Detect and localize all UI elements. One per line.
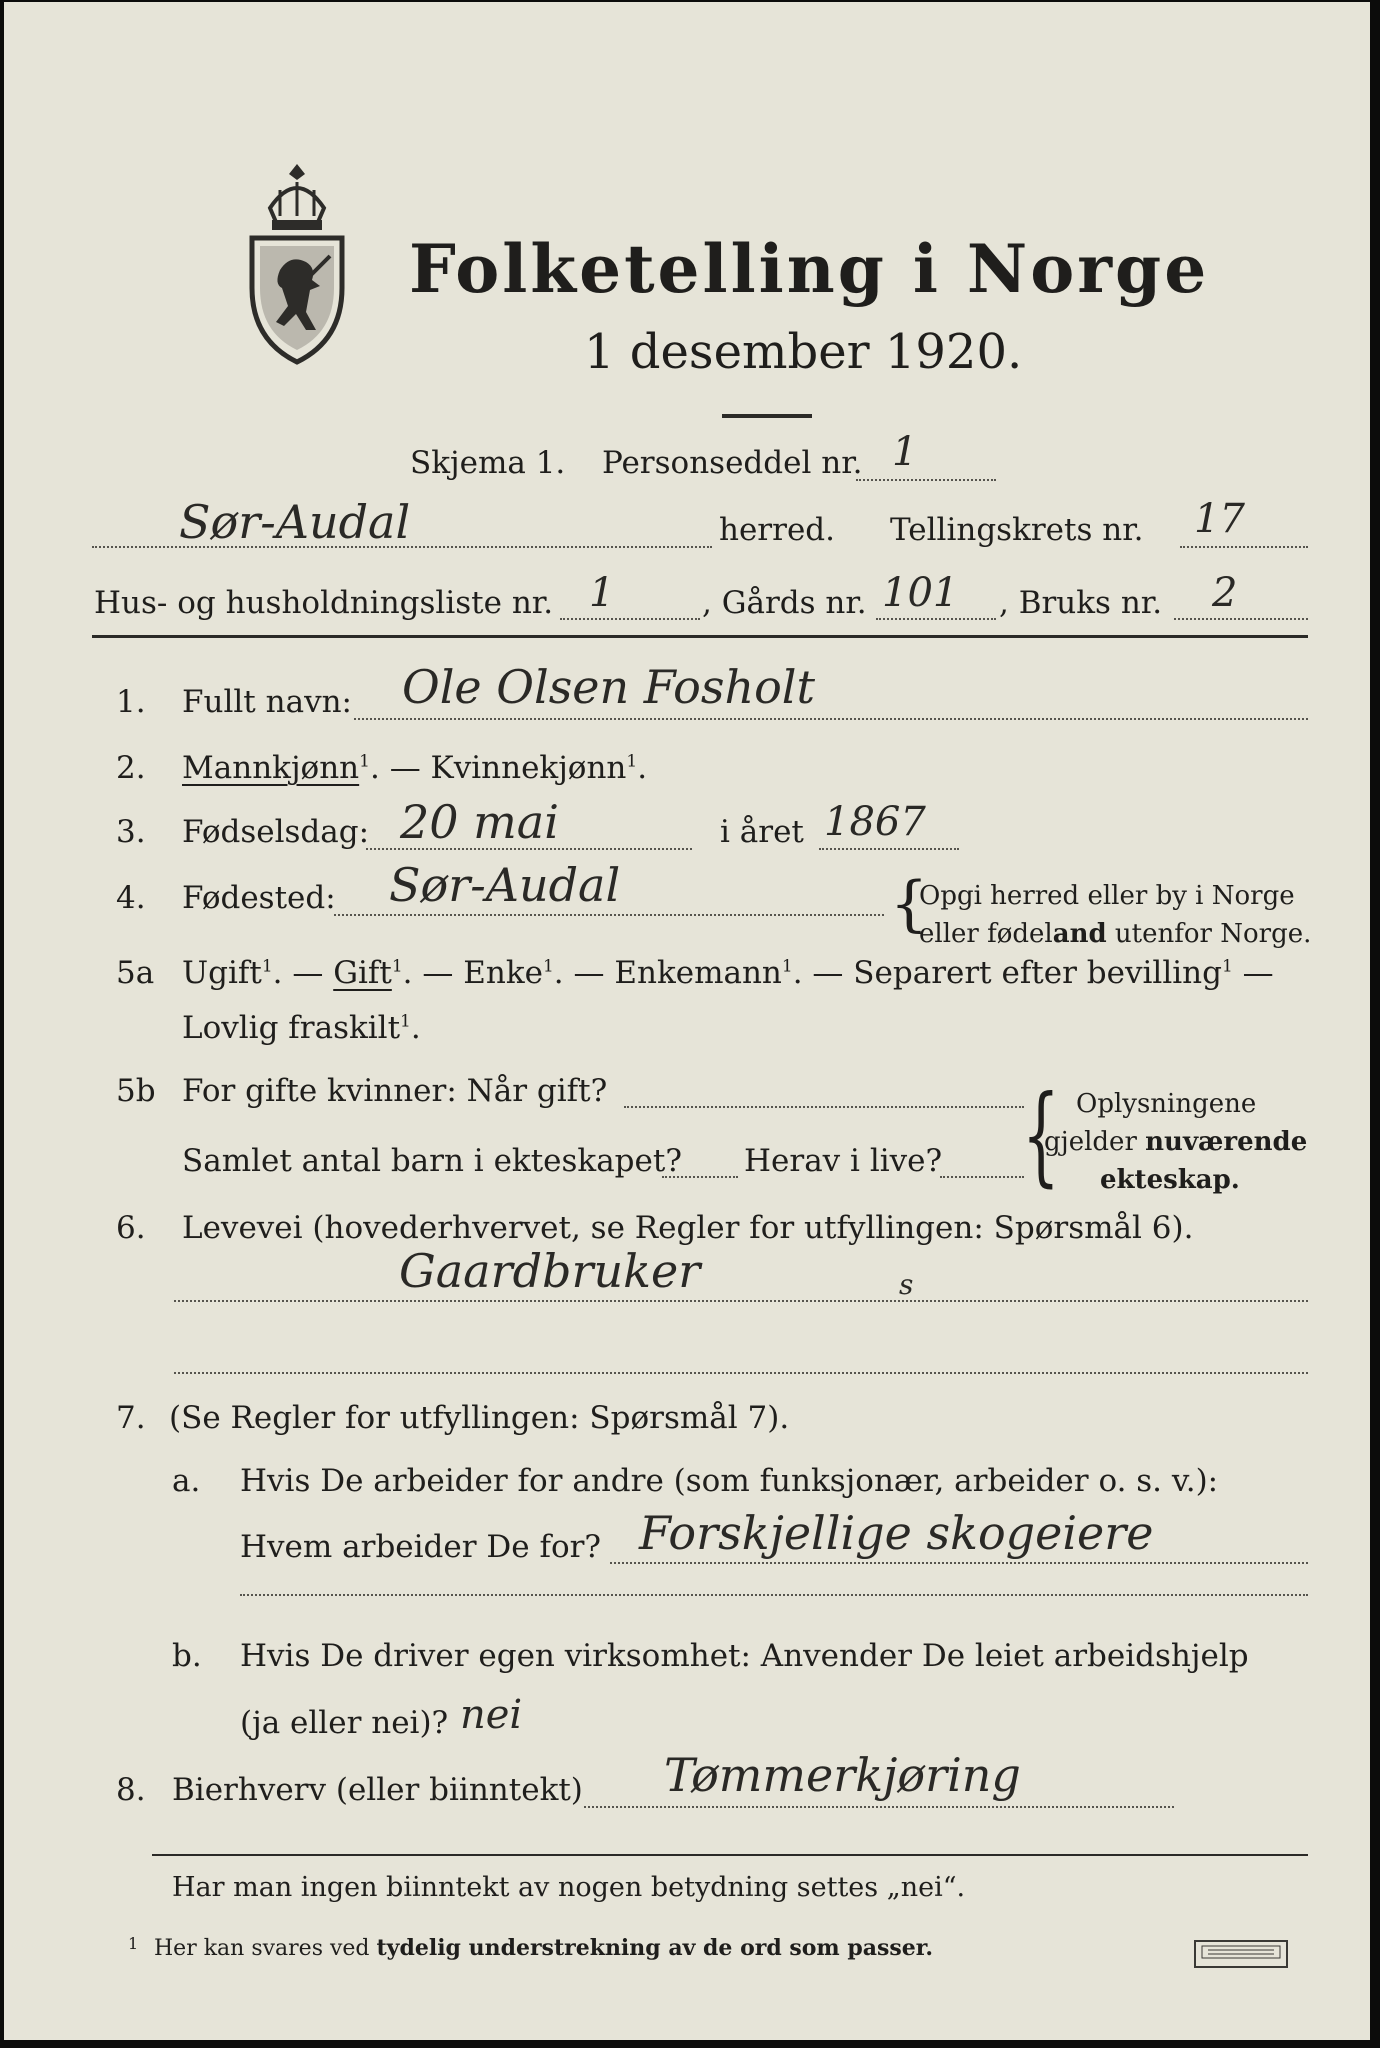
employer-value[interactable]: Forskjellige skogeiere — [639, 1506, 1154, 1560]
personseddel-value[interactable]: 1 — [892, 429, 918, 475]
q7b-line1: Hvis De driver egen virksomhet: Anvender De leiet arbeidshjelp — [240, 1638, 1249, 1674]
q5b-number: 5b — [116, 1073, 156, 1109]
q4-note-line1: Opgi herred eller by i Norge — [919, 881, 1295, 911]
herred-value[interactable]: Sør-Audal — [179, 495, 411, 549]
census-form-page — [4, 2, 1370, 2040]
lovlig-fraskilt-option[interactable]: Lovlig fraskilt$^1$. — [182, 1010, 421, 1046]
bruks-label: , Bruks nr. — [999, 585, 1163, 621]
q1-label: Fullt navn: — [182, 684, 352, 720]
separert-option[interactable]: Separert efter bevilling — [853, 955, 1222, 991]
hus-value[interactable]: 1 — [589, 570, 615, 616]
q7b-line2: (ja eller nei)? — [240, 1705, 449, 1741]
q5b-note3: ekteskap. — [1100, 1165, 1240, 1195]
gift-option[interactable]: Gift — [333, 955, 392, 991]
schema-label: Skjema 1. — [410, 445, 566, 481]
gards-label: , Gårds nr. — [702, 585, 867, 621]
q5b-brace: { — [1022, 1073, 1060, 1198]
title-divider — [722, 414, 812, 418]
birthplace-value[interactable]: Sør-Audal — [389, 858, 621, 912]
hus-label: Hus- og husholdningsliste nr. — [94, 585, 554, 621]
q5b-note1: Oplysningene — [1076, 1089, 1257, 1119]
footer-note: Har man ingen biinntekt av nogen betydning settes „nei“. — [172, 1872, 966, 1903]
q5b-line2b: Herav i live? — [744, 1143, 943, 1179]
footer-rule — [152, 1854, 1308, 1856]
q5b-note2: gjelder nuværende — [1044, 1127, 1308, 1157]
q7a-letter: a. — [172, 1463, 201, 1499]
q1-number: 1. — [116, 684, 146, 720]
enkemann-option[interactable]: Enkemann — [614, 955, 782, 991]
bruks-value[interactable]: 2 — [1212, 570, 1238, 616]
q6-number: 6. — [116, 1210, 146, 1246]
marital-options: Ugift$^1$. — Gift$^1$. — Enke$^1$. — Enkemann$^1$. — Separert efter bevilling$^1$ — — [182, 955, 1274, 991]
gards-value[interactable]: 101 — [882, 570, 959, 616]
occupation-suffix: s — [899, 1268, 914, 1301]
tellingskrets-value[interactable]: 17 — [1194, 496, 1245, 542]
male-option[interactable]: Mannkjønn — [182, 750, 360, 786]
herred-label: herred. — [719, 512, 835, 548]
q5b-line2a: Samlet antal barn i ekteskapet? — [182, 1143, 682, 1179]
footnote-text: Her kan svares ved tydelig understrekning av de ord som passer. — [154, 1935, 934, 1961]
q2-number: 2. — [116, 750, 146, 786]
q7-number: 7. — [116, 1400, 146, 1436]
norwegian-lion-shield-icon — [242, 160, 352, 366]
ugift-option[interactable]: Ugift — [182, 955, 262, 991]
q7a-line1: Hvis De arbeider for andre (som funksjonær, arbeider o. s. v.): — [240, 1463, 1219, 1499]
tellingskrets-label: Tellingskrets nr. — [890, 512, 1144, 548]
birthdate-value[interactable]: 20 mai — [400, 795, 559, 849]
q7b-letter: b. — [172, 1638, 202, 1674]
q3-number: 3. — [116, 814, 146, 850]
q4-number: 4. — [116, 880, 146, 916]
personseddel-label: Personseddel nr. — [602, 445, 863, 481]
birthyear-value[interactable]: 1867 — [824, 799, 926, 845]
q5a-number: 5a — [116, 955, 155, 991]
q4-brace: { — [890, 869, 929, 939]
occupation-value[interactable]: Gaardbruker — [399, 1244, 701, 1298]
footnote-mark: 1 — [128, 1934, 139, 1953]
q8-number: 8. — [116, 1772, 146, 1808]
form-title: Folketelling i Norge — [409, 230, 1210, 308]
header-rule — [92, 635, 1308, 638]
q5b-line1: For gifte kvinner: Når gift? — [182, 1073, 608, 1109]
printer-stamp-icon — [1194, 1940, 1288, 1968]
census-date: 1 desember 1920. — [584, 324, 1023, 380]
aret-label: i året — [720, 814, 804, 850]
side-income-value[interactable]: Tømmerkjøring — [664, 1748, 1021, 1802]
q4-label: Fødested: — [182, 880, 336, 916]
enke-option[interactable]: Enke — [463, 955, 543, 991]
female-option[interactable]: Kvinnekjønn — [430, 750, 627, 786]
q4-note-line2: eller fødeland utenfor Norge. — [919, 919, 1312, 949]
hired-help-value[interactable]: nei — [460, 1692, 523, 1738]
q8-label: Bierhverv (eller biinntekt) — [172, 1772, 583, 1808]
full-name-value[interactable]: Ole Olsen Fosholt — [402, 660, 815, 714]
gender-options: Mannkjønn$^1$. — Kvinnekjønn$^1$. — [182, 750, 648, 786]
q6-label: Levevei (hovederhvervet, se Regler for utfyllingen: Spørsmål 6). — [182, 1210, 1194, 1246]
q7a-line2: Hvem arbeider De for? — [240, 1529, 602, 1565]
q3-label: Fødselsdag: — [182, 814, 370, 850]
q7-label: (Se Regler for utfyllingen: Spørsmål 7). — [169, 1400, 790, 1436]
